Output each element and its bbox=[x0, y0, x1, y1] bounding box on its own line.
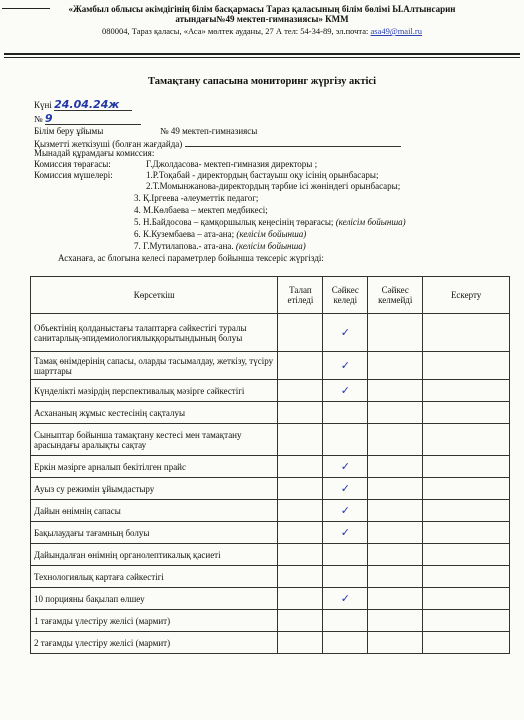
required-cell bbox=[278, 632, 323, 654]
note-cell bbox=[423, 610, 510, 632]
matches-cell bbox=[323, 402, 368, 424]
required-cell bbox=[278, 352, 323, 380]
required-cell bbox=[278, 380, 323, 402]
required-cell bbox=[278, 500, 323, 522]
header-line-1: «Жамбыл облысы әкімдігінің білім басқармасы Тараз қаласының білім бөлімі Ы.Алтынсарин bbox=[68, 4, 456, 14]
not-matches-cell bbox=[368, 566, 423, 588]
inspection-table bbox=[30, 276, 510, 654]
matches-cell bbox=[323, 456, 368, 478]
member-2 bbox=[146, 181, 400, 192]
indicator-cell: Бақылаудағы тағамның болуы bbox=[31, 522, 278, 544]
not-matches-cell bbox=[368, 456, 423, 478]
required-cell bbox=[278, 544, 323, 566]
note-cell bbox=[423, 456, 510, 478]
note-cell bbox=[423, 314, 510, 352]
not-matches-cell bbox=[368, 478, 423, 500]
matches-cell bbox=[323, 352, 368, 380]
chair-value: Г.Джолдасова- мектеп-гимназия директоры ; bbox=[146, 159, 318, 169]
matches-cell bbox=[323, 610, 368, 632]
not-matches-cell bbox=[368, 424, 423, 456]
indicator-cell: Ауыз су режимін ұйымдастыру bbox=[31, 478, 278, 500]
matches-cell bbox=[323, 424, 368, 456]
address-text: 080004, Тараз қаласы, «Аса» мөлтек ауданы, 27 А тел: 54-34-89, эл.почта: bbox=[101, 26, 371, 36]
col-header-required: Талап етіледі bbox=[278, 277, 323, 314]
member-1-text: 1.Р.Тоқабай - директордың бастауыш оқу ісінің орынбасары; bbox=[146, 170, 379, 180]
inspection-intro: Асханаға, ас блогына келесі параметрлер бойынша тексеріс жүргізді: bbox=[58, 253, 324, 263]
commission-intro: Мынадай құрамдағы комиссия: bbox=[34, 148, 155, 158]
matches-cell bbox=[323, 632, 368, 654]
date-label: Күні bbox=[34, 100, 52, 110]
indicator-cell: Дайын өнімнің сапасы bbox=[31, 500, 278, 522]
note-cell bbox=[423, 522, 510, 544]
member-7-text: 7. Г.Мутилапова.- ата-ана. bbox=[134, 241, 236, 251]
checkmark-icon: ✓ bbox=[340, 504, 350, 517]
note-cell bbox=[423, 352, 510, 380]
not-matches-cell bbox=[368, 500, 423, 522]
table-header-row bbox=[31, 277, 510, 314]
member-6-text: 6. К.Кузембаева – ата-ана; bbox=[134, 229, 237, 239]
table-row bbox=[31, 500, 510, 522]
table-row bbox=[31, 380, 510, 402]
required-cell bbox=[278, 522, 323, 544]
header-rule-thick bbox=[4, 53, 520, 55]
checkmark-icon: ✓ bbox=[340, 526, 350, 539]
table-row bbox=[31, 402, 510, 424]
table-row bbox=[31, 566, 510, 588]
not-matches-cell bbox=[368, 610, 423, 632]
member-5-note: (келісім бойынша) bbox=[335, 217, 406, 227]
table-row bbox=[31, 632, 510, 654]
header-address bbox=[0, 26, 524, 36]
matches-cell bbox=[323, 500, 368, 522]
email-link[interactable]: asa49@mail.ru bbox=[370, 26, 423, 36]
matches-cell bbox=[323, 566, 368, 588]
member-3-text: 3. Қ.Іргеева -әлеуметтік педагог; bbox=[134, 193, 259, 203]
member-5-text: 5. Н.Байдосова – қамқоршылық кеңесінің төрағасы; bbox=[134, 217, 336, 227]
indicator-cell: 2 тағамды үлестіру желісі (мармит) bbox=[31, 632, 278, 654]
not-matches-cell bbox=[368, 522, 423, 544]
header-line-2: атындағы№49 мектеп-гимназиясы» КММ bbox=[175, 14, 349, 24]
not-matches-cell bbox=[368, 588, 423, 610]
indicator-cell: Күнделікті мәзірдің перспективалық мәзірге сәйкестігі bbox=[31, 380, 278, 402]
member-4 bbox=[134, 205, 268, 216]
checkmark-icon: ✓ bbox=[340, 460, 350, 473]
table-row bbox=[31, 610, 510, 632]
checkmark-icon: ✓ bbox=[340, 384, 350, 397]
matches-cell bbox=[323, 588, 368, 610]
not-matches-cell bbox=[368, 402, 423, 424]
required-cell bbox=[278, 456, 323, 478]
note-cell bbox=[423, 478, 510, 500]
org-value: № 49 мектеп-гимназиясы bbox=[160, 126, 258, 136]
indicator-cell: 10 порцияны бақылап өлшеу bbox=[31, 588, 278, 610]
not-matches-cell bbox=[368, 544, 423, 566]
required-cell bbox=[278, 402, 323, 424]
member-6 bbox=[134, 229, 306, 240]
note-cell bbox=[423, 500, 510, 522]
checkmark-icon: ✓ bbox=[340, 359, 350, 372]
document-title: Тамақтану сапасына мониторинг жүргізу актісі bbox=[148, 76, 376, 87]
col-header-note: Ескерту bbox=[423, 277, 510, 314]
table-row bbox=[31, 424, 510, 456]
required-cell bbox=[278, 610, 323, 632]
number-row bbox=[34, 113, 141, 125]
indicator-cell: Объектінің қолданыстағы талаптарға сәйкестігі туралы санитарлық-эпидемиологиялыққорытындының болуы bbox=[31, 314, 278, 352]
matches-cell bbox=[323, 314, 368, 352]
number-value: 9 bbox=[45, 113, 141, 125]
matches-cell bbox=[323, 544, 368, 566]
col-header-not-matches: Сәйкес келмейді bbox=[368, 277, 423, 314]
table-row bbox=[31, 544, 510, 566]
indicator-cell: Дайындалған өнімнің органолептикалық қасиеті bbox=[31, 544, 278, 566]
checkmark-icon: ✓ bbox=[340, 482, 350, 495]
supplier-label: Қызметті жеткізуші (болған жағдайда) bbox=[34, 139, 183, 149]
number-label: № bbox=[34, 114, 43, 124]
member-7-note: (келісім бойынша) bbox=[235, 241, 306, 251]
table-row bbox=[31, 478, 510, 500]
matches-cell bbox=[323, 478, 368, 500]
table-row bbox=[31, 522, 510, 544]
table-row bbox=[31, 588, 510, 610]
indicator-cell: Технологиялық картаға сәйкестігі bbox=[31, 566, 278, 588]
required-cell bbox=[278, 588, 323, 610]
supplier-blank bbox=[185, 137, 401, 147]
checkmark-icon: ✓ bbox=[340, 326, 350, 339]
member-2-text: 2.Т.Момынжанова-директордың тәрбие ісі жөніндегі орынбасары; bbox=[146, 181, 401, 191]
table-row bbox=[31, 352, 510, 380]
chair-label: Комиссия төрағасы: bbox=[34, 159, 111, 169]
col-header-matches: Сәйкес келеді bbox=[323, 277, 368, 314]
not-matches-cell bbox=[368, 314, 423, 352]
note-cell bbox=[423, 402, 510, 424]
member-4-text: 4. М.Көлбаева – мектеп медбикесі; bbox=[134, 205, 268, 215]
table-row bbox=[31, 456, 510, 478]
matches-cell bbox=[323, 380, 368, 402]
date-value: 24.04.24ж bbox=[54, 99, 132, 111]
not-matches-cell bbox=[368, 632, 423, 654]
indicator-cell: Тамақ өнімдерінің сапасы, оларды тасымалдау, жеткізу, түсіру шарттары bbox=[31, 352, 278, 380]
col-header-indicator: Көрсеткіш bbox=[31, 277, 278, 314]
members-label: Комиссия мүшелері: bbox=[34, 170, 113, 180]
note-cell bbox=[423, 588, 510, 610]
member-7 bbox=[134, 241, 306, 252]
required-cell bbox=[278, 314, 323, 352]
table-row bbox=[31, 314, 510, 352]
note-cell bbox=[423, 544, 510, 566]
member-1 bbox=[146, 170, 378, 181]
org-label: Білім беру ұйымы bbox=[34, 126, 104, 136]
member-5 bbox=[134, 217, 406, 228]
note-cell bbox=[423, 380, 510, 402]
matches-cell bbox=[323, 522, 368, 544]
note-cell bbox=[423, 632, 510, 654]
note-cell bbox=[423, 424, 510, 456]
indicator-cell: 1 тағамды үлестіру желісі (мармит) bbox=[31, 610, 278, 632]
member-3 bbox=[134, 193, 258, 204]
date-row bbox=[34, 99, 132, 111]
indicator-cell: Еркін мәзірге арналып бекітілген прайс bbox=[31, 456, 278, 478]
indicator-cell: Сыныптар бойынша тамақтану кестесі мен тамақтану арасындағы аралықты сақтау bbox=[31, 424, 278, 456]
checkmark-icon: ✓ bbox=[340, 592, 350, 605]
indicator-cell: Асхананың жұмыс кестесінің сақталуы bbox=[31, 402, 278, 424]
note-cell bbox=[423, 566, 510, 588]
required-cell bbox=[278, 566, 323, 588]
member-6-note: (келісім бойынша) bbox=[236, 229, 307, 239]
not-matches-cell bbox=[368, 352, 423, 380]
required-cell bbox=[278, 478, 323, 500]
required-cell bbox=[278, 424, 323, 456]
not-matches-cell bbox=[368, 380, 423, 402]
header-rule-thin bbox=[4, 57, 520, 58]
